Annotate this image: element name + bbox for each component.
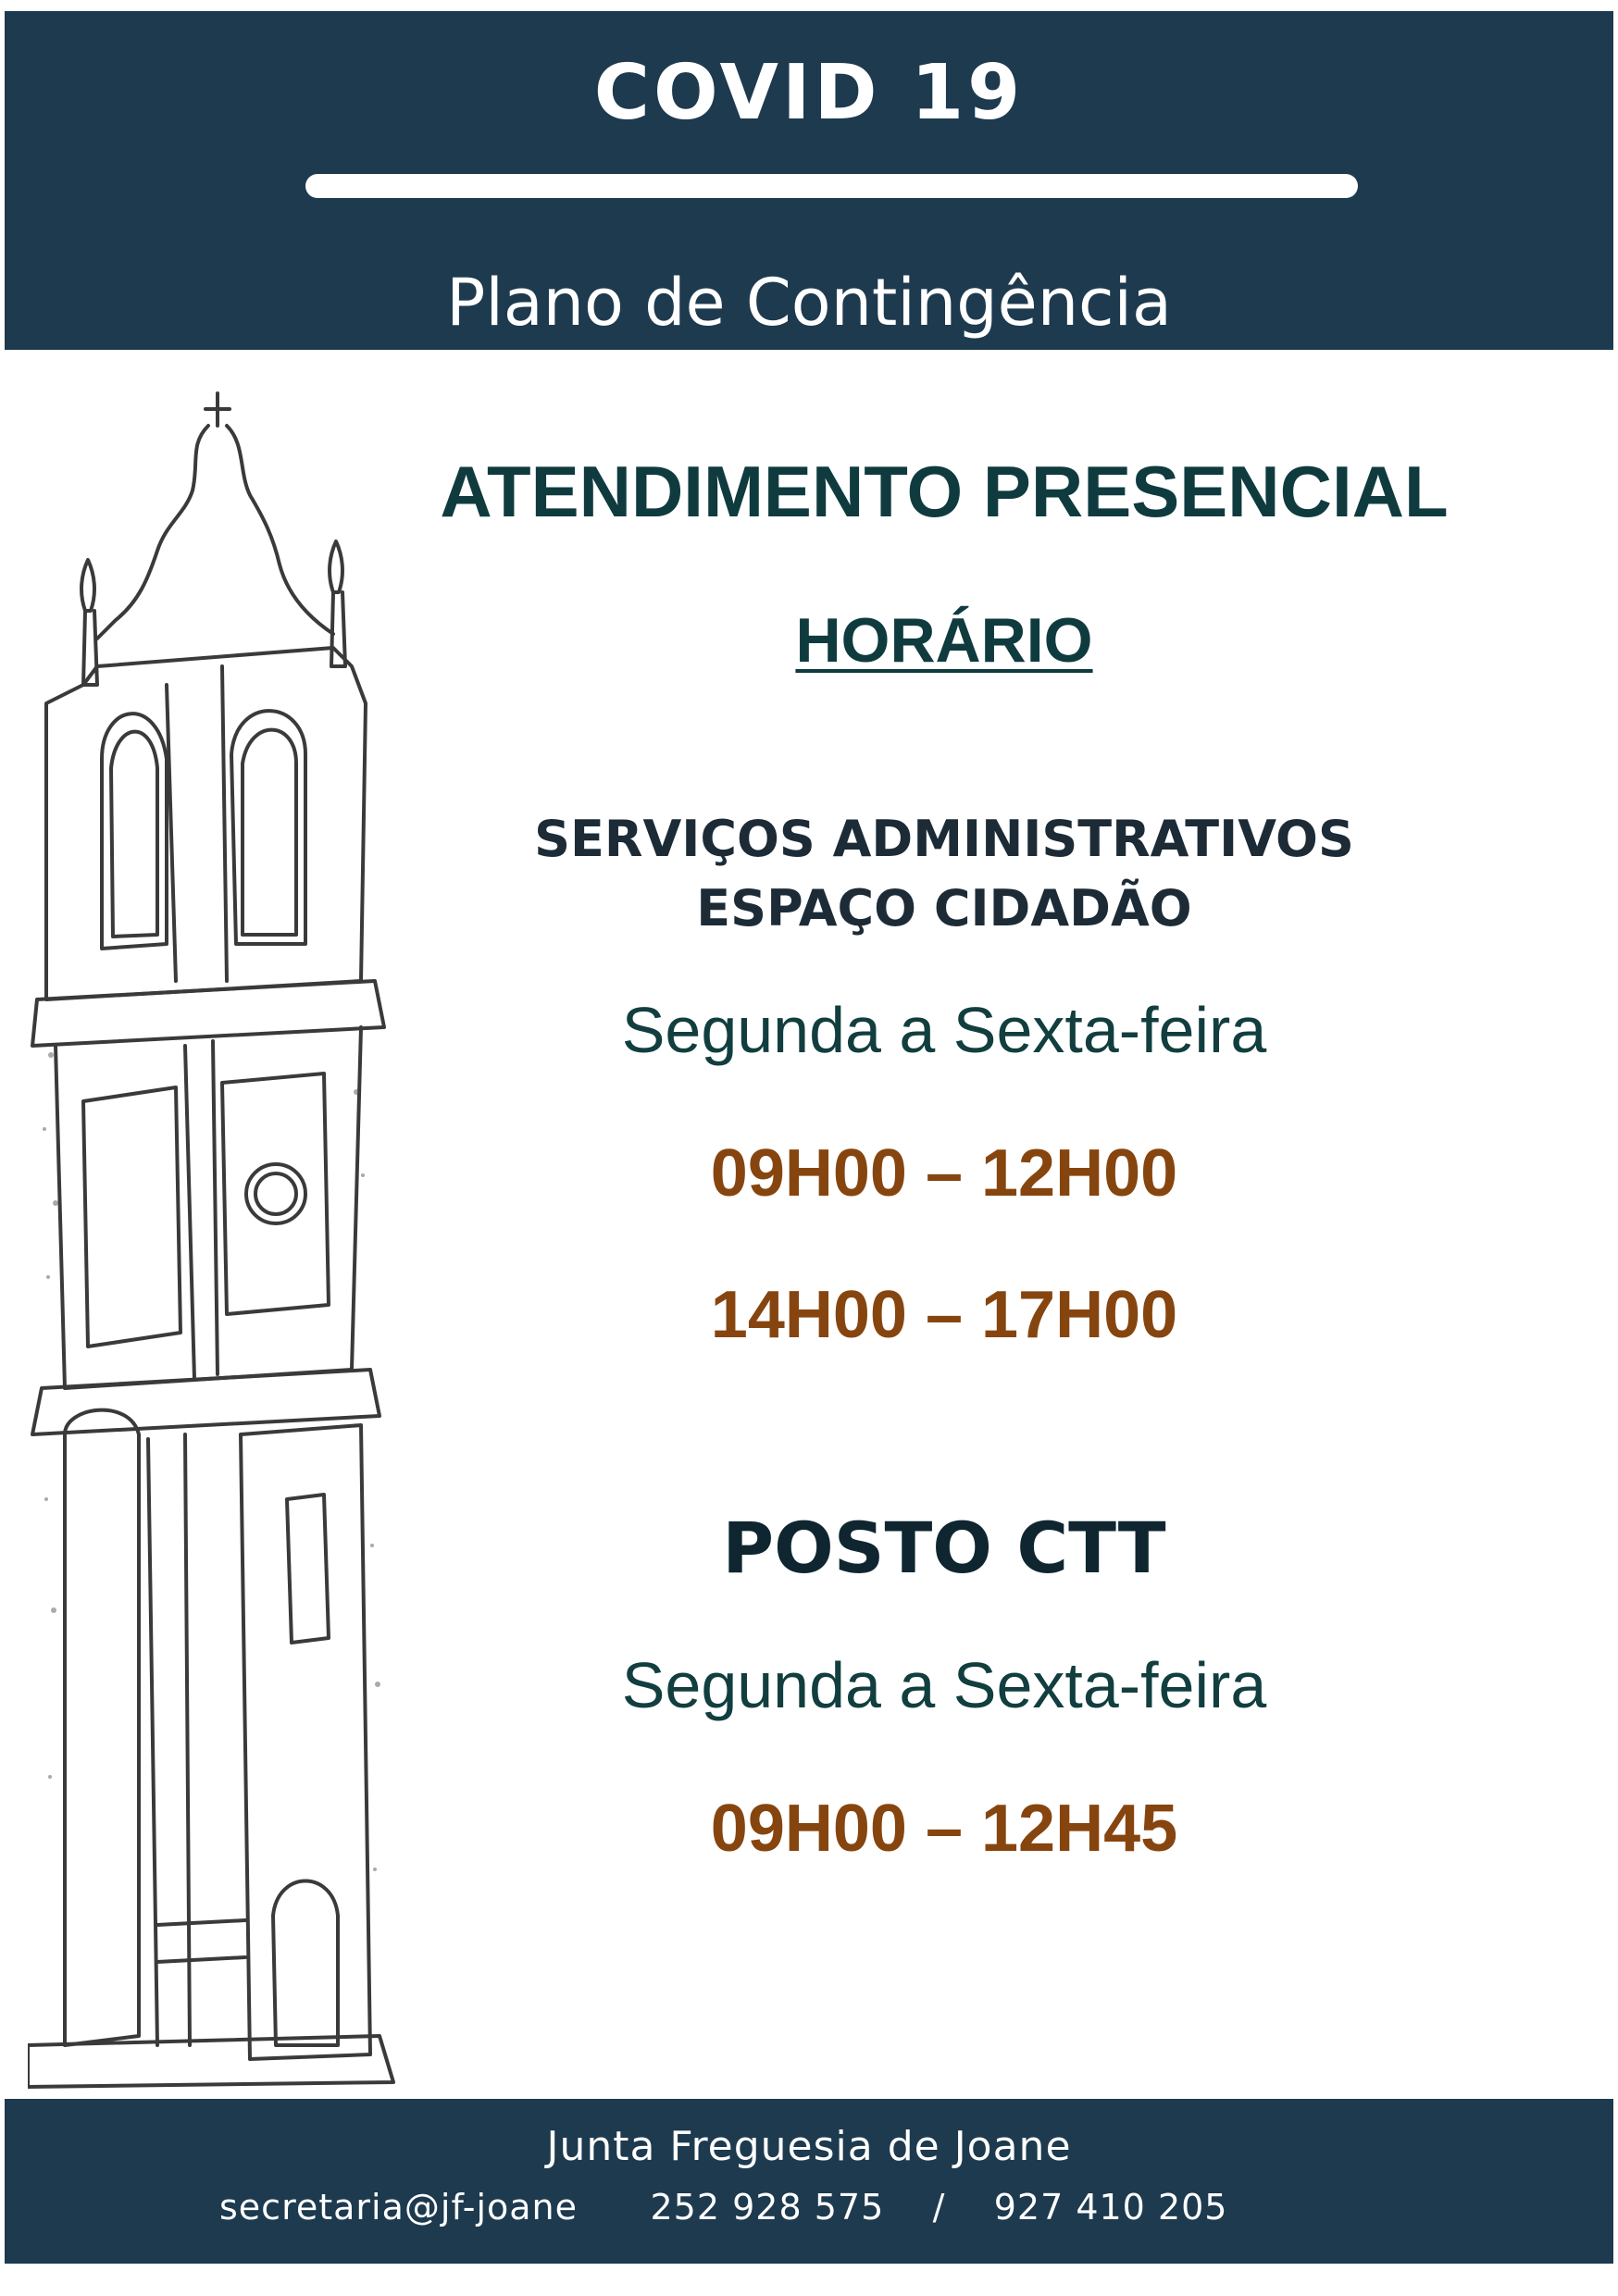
page-title: COVID 19: [593, 49, 1025, 137]
footer-banner: [5, 2099, 1613, 2264]
service-name-line-2: ESPAÇO CIDADÃO: [696, 879, 1192, 937]
section-heading: ATENDIMENTO PRESENCIAL: [440, 451, 1449, 532]
posto-days: Segunda a Sexta-feira: [621, 1649, 1267, 1721]
phone-2: 927 410 205: [993, 2187, 1228, 2228]
page-subtitle: Plano de Contingência: [446, 265, 1172, 341]
contact-line: [219, 2187, 1228, 2228]
header-banner: [5, 11, 1613, 350]
service-name-line-1: SERVIÇOS ADMINISTRATIVOS: [534, 810, 1354, 868]
schedule-label: HORÁRIO: [795, 605, 1093, 676]
email-text: secretaria@jf-joane: [219, 2187, 579, 2228]
separator: /: [932, 2187, 946, 2228]
service-days: Segunda a Sexta-feira: [621, 994, 1267, 1066]
organization-name: Junta Freguesia de Joane: [546, 2123, 1072, 2170]
posto-hours: 09H00 – 12H45: [710, 1792, 1178, 1866]
service-hours-morning: 09H00 – 12H00: [710, 1136, 1178, 1210]
service-hours-afternoon: 14H00 – 17H00: [710, 1278, 1178, 1352]
posto-ctt-heading: POSTO CTT: [722, 1507, 1166, 1589]
phone-1: 252 928 575: [650, 2187, 885, 2228]
header-divider: [305, 174, 1358, 198]
